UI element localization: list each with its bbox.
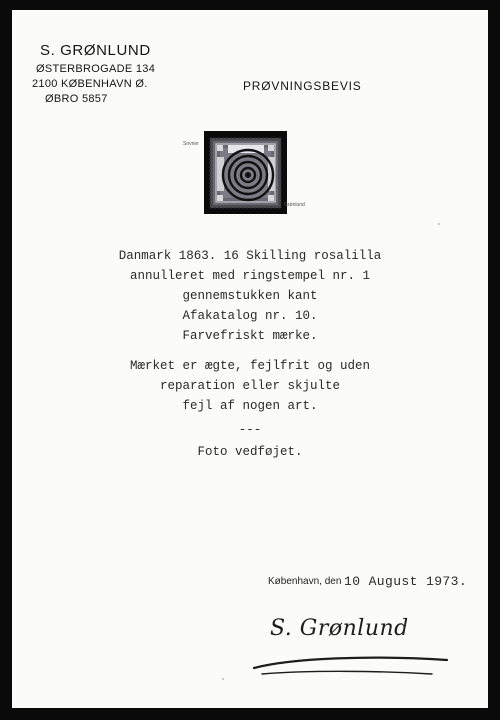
body-line: Danmark 1863. 16 Skilling rosalilla: [118, 249, 382, 263]
letterhead-city: 2100 KØBENHAVN Ø.: [32, 78, 148, 90]
stamp-photo: [204, 131, 287, 214]
body-line: Mærket er ægte, fejlfrit og uden: [129, 359, 371, 373]
letterhead-phone: ØBRO 5857: [45, 93, 108, 105]
stamp-image: [204, 131, 287, 214]
body-line: annulleret med ringstempel nr. 1: [129, 269, 371, 283]
stamp-label-right: Grønlund: [284, 202, 305, 208]
certificate-title: PRØVNINGSBEVIS: [243, 79, 362, 93]
paper-speck: [222, 678, 224, 680]
separator-dashes: ---: [238, 423, 262, 437]
body-line: Foto vedføjet.: [197, 445, 303, 459]
stamp-label-left: Snvner: [183, 141, 199, 147]
place-label: København, den: [268, 576, 342, 587]
certificate-paper: [12, 10, 488, 708]
signature-flourish: [232, 608, 462, 688]
body-line: Afakatalog nr. 10.: [182, 309, 318, 323]
paper-speck: [438, 223, 440, 225]
body-line: fejl af nogen art.: [182, 399, 318, 413]
letterhead-street: ØSTERBROGADE 134: [36, 63, 156, 75]
signature: S. Grønlund: [270, 616, 409, 641]
body-line: gennemstukken kant: [182, 289, 318, 303]
body-line: reparation eller skjulte: [159, 379, 341, 393]
date-value: 10 August 1973.: [344, 574, 468, 589]
letterhead-name: S. GRØNLUND: [40, 42, 151, 59]
body-line: Farvefriskt mærke.: [182, 329, 318, 343]
